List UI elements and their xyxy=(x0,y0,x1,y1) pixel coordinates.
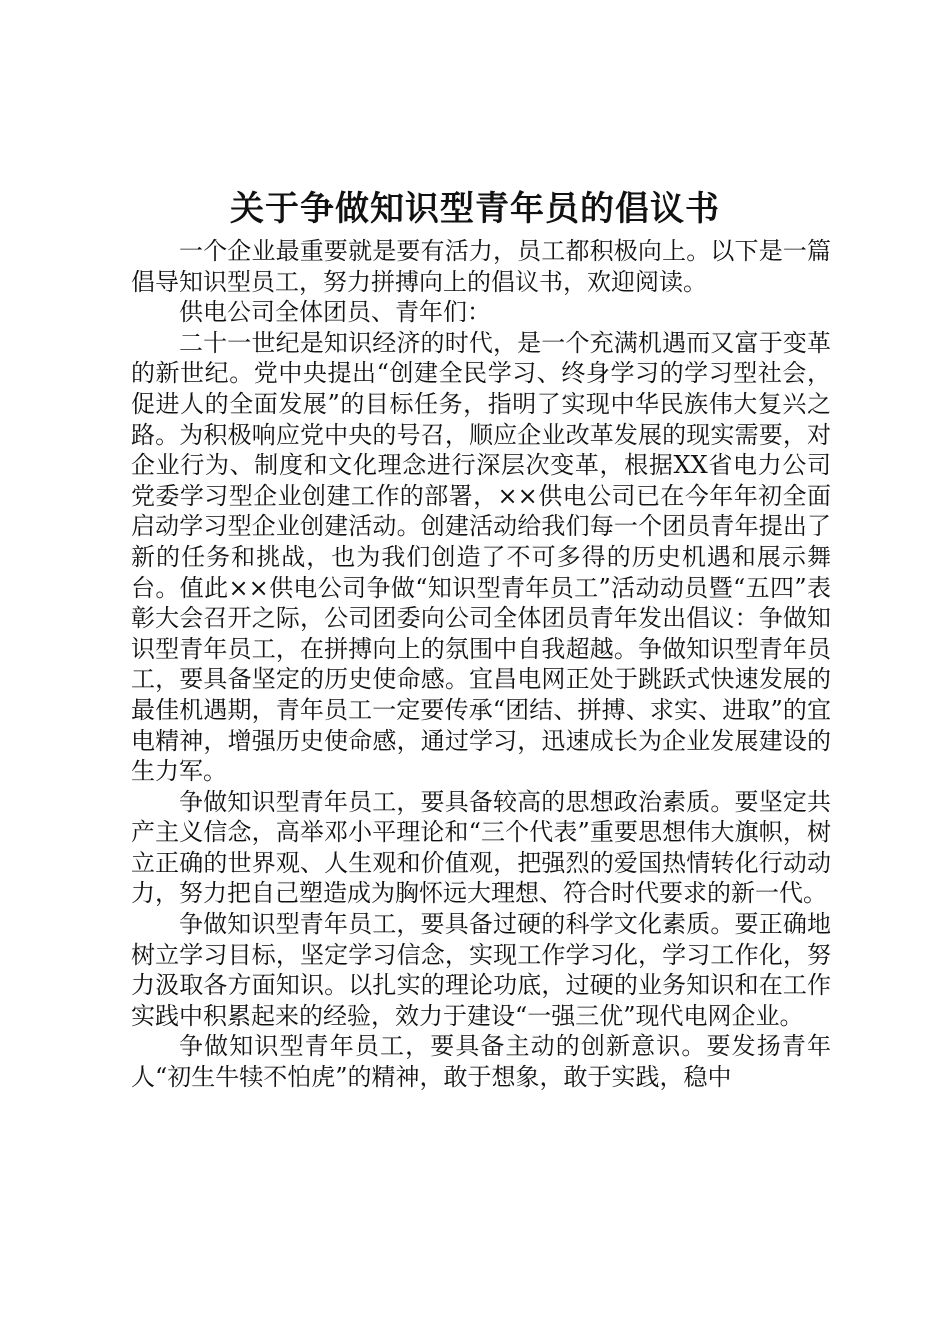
paragraph-salutation: 供电公司全体团员、青年们： xyxy=(179,298,491,327)
paragraph-intro: 一个企业最重要就是要有活力，员工都积极向上。以下是一篇倡导知识型员工，努力拼搏向上的倡议书，欢迎阅读。 xyxy=(131,237,831,296)
paragraph-main: 二十一世纪是知识经济的时代，是一个充满机遇而又富于变革的新世纪。党中央提出“创建全民学习、终身学习的学习型社会，促进人的全面发展”的目标任务，指明了实现中华民族伟大复兴之路。为积极响应党中央的号召，顺应企业改革发展的现实需要，对企业行为、制度和文化理念进行深层次变革，根据XX省电力公司党委学习型企业创建工作的部署，××供电公司已在今年年初全面启动学习型企业创建活动。创建活动给我们每一个团员青年提出了新的任务和挑战，也为我们创造了不可多得的历史机遇和展示舞台。值此××供电公司争做“知识型青年员工”活动动员暨“五四”表彰大会召开之际，公司团委向公司全体团员青年发出倡议：争做知识型青年员工，在拼搏向上的氛围中自我超越。争做知识型青年员工，要具备坚定的历史使命感。宜昌电网正处于跳跃式快速发展的最佳机遇期，青年员工一定要传承“团结、拼搏、求实、进取”的宜电精神，增强历史使命感，通过学习，迅速成长为企业发展建设的生力军。 xyxy=(131,328,831,786)
paragraph-political-quality: 争做知识型青年员工，要具备较高的思想政治素质。要坚定共产主义信念，高举邓小平理论和“三个代表”重要思想伟大旗帜，树立正确的世界观、人生观和价值观，把强烈的爱国热情转化行动动力，努力把自己塑造成为胸怀远大理想、符合时代要求的新一代。 xyxy=(131,787,831,908)
paragraph-innovation: 争做知识型青年员工，要具备主动的创新意识。要发扬青年人“初生牛犊不怕虎”的精神，敢于想象，敢于实践，稳中 xyxy=(131,1032,831,1092)
document-title: 关于争做知识型青年员的倡议书 xyxy=(230,189,720,229)
paragraph-cultural-quality: 争做知识型青年员工，要具备过硬的科学文化素质。要正确地树立学习目标，坚定学习信念，实现工作学习化，学习工作化，努力汲取各方面知识。以扎实的理论功底，过硬的业务知识和在工作实践中积累起来的经验，效力于建设“一强三优”现代电网企业。 xyxy=(131,910,831,1030)
document-body xyxy=(131,236,831,1093)
